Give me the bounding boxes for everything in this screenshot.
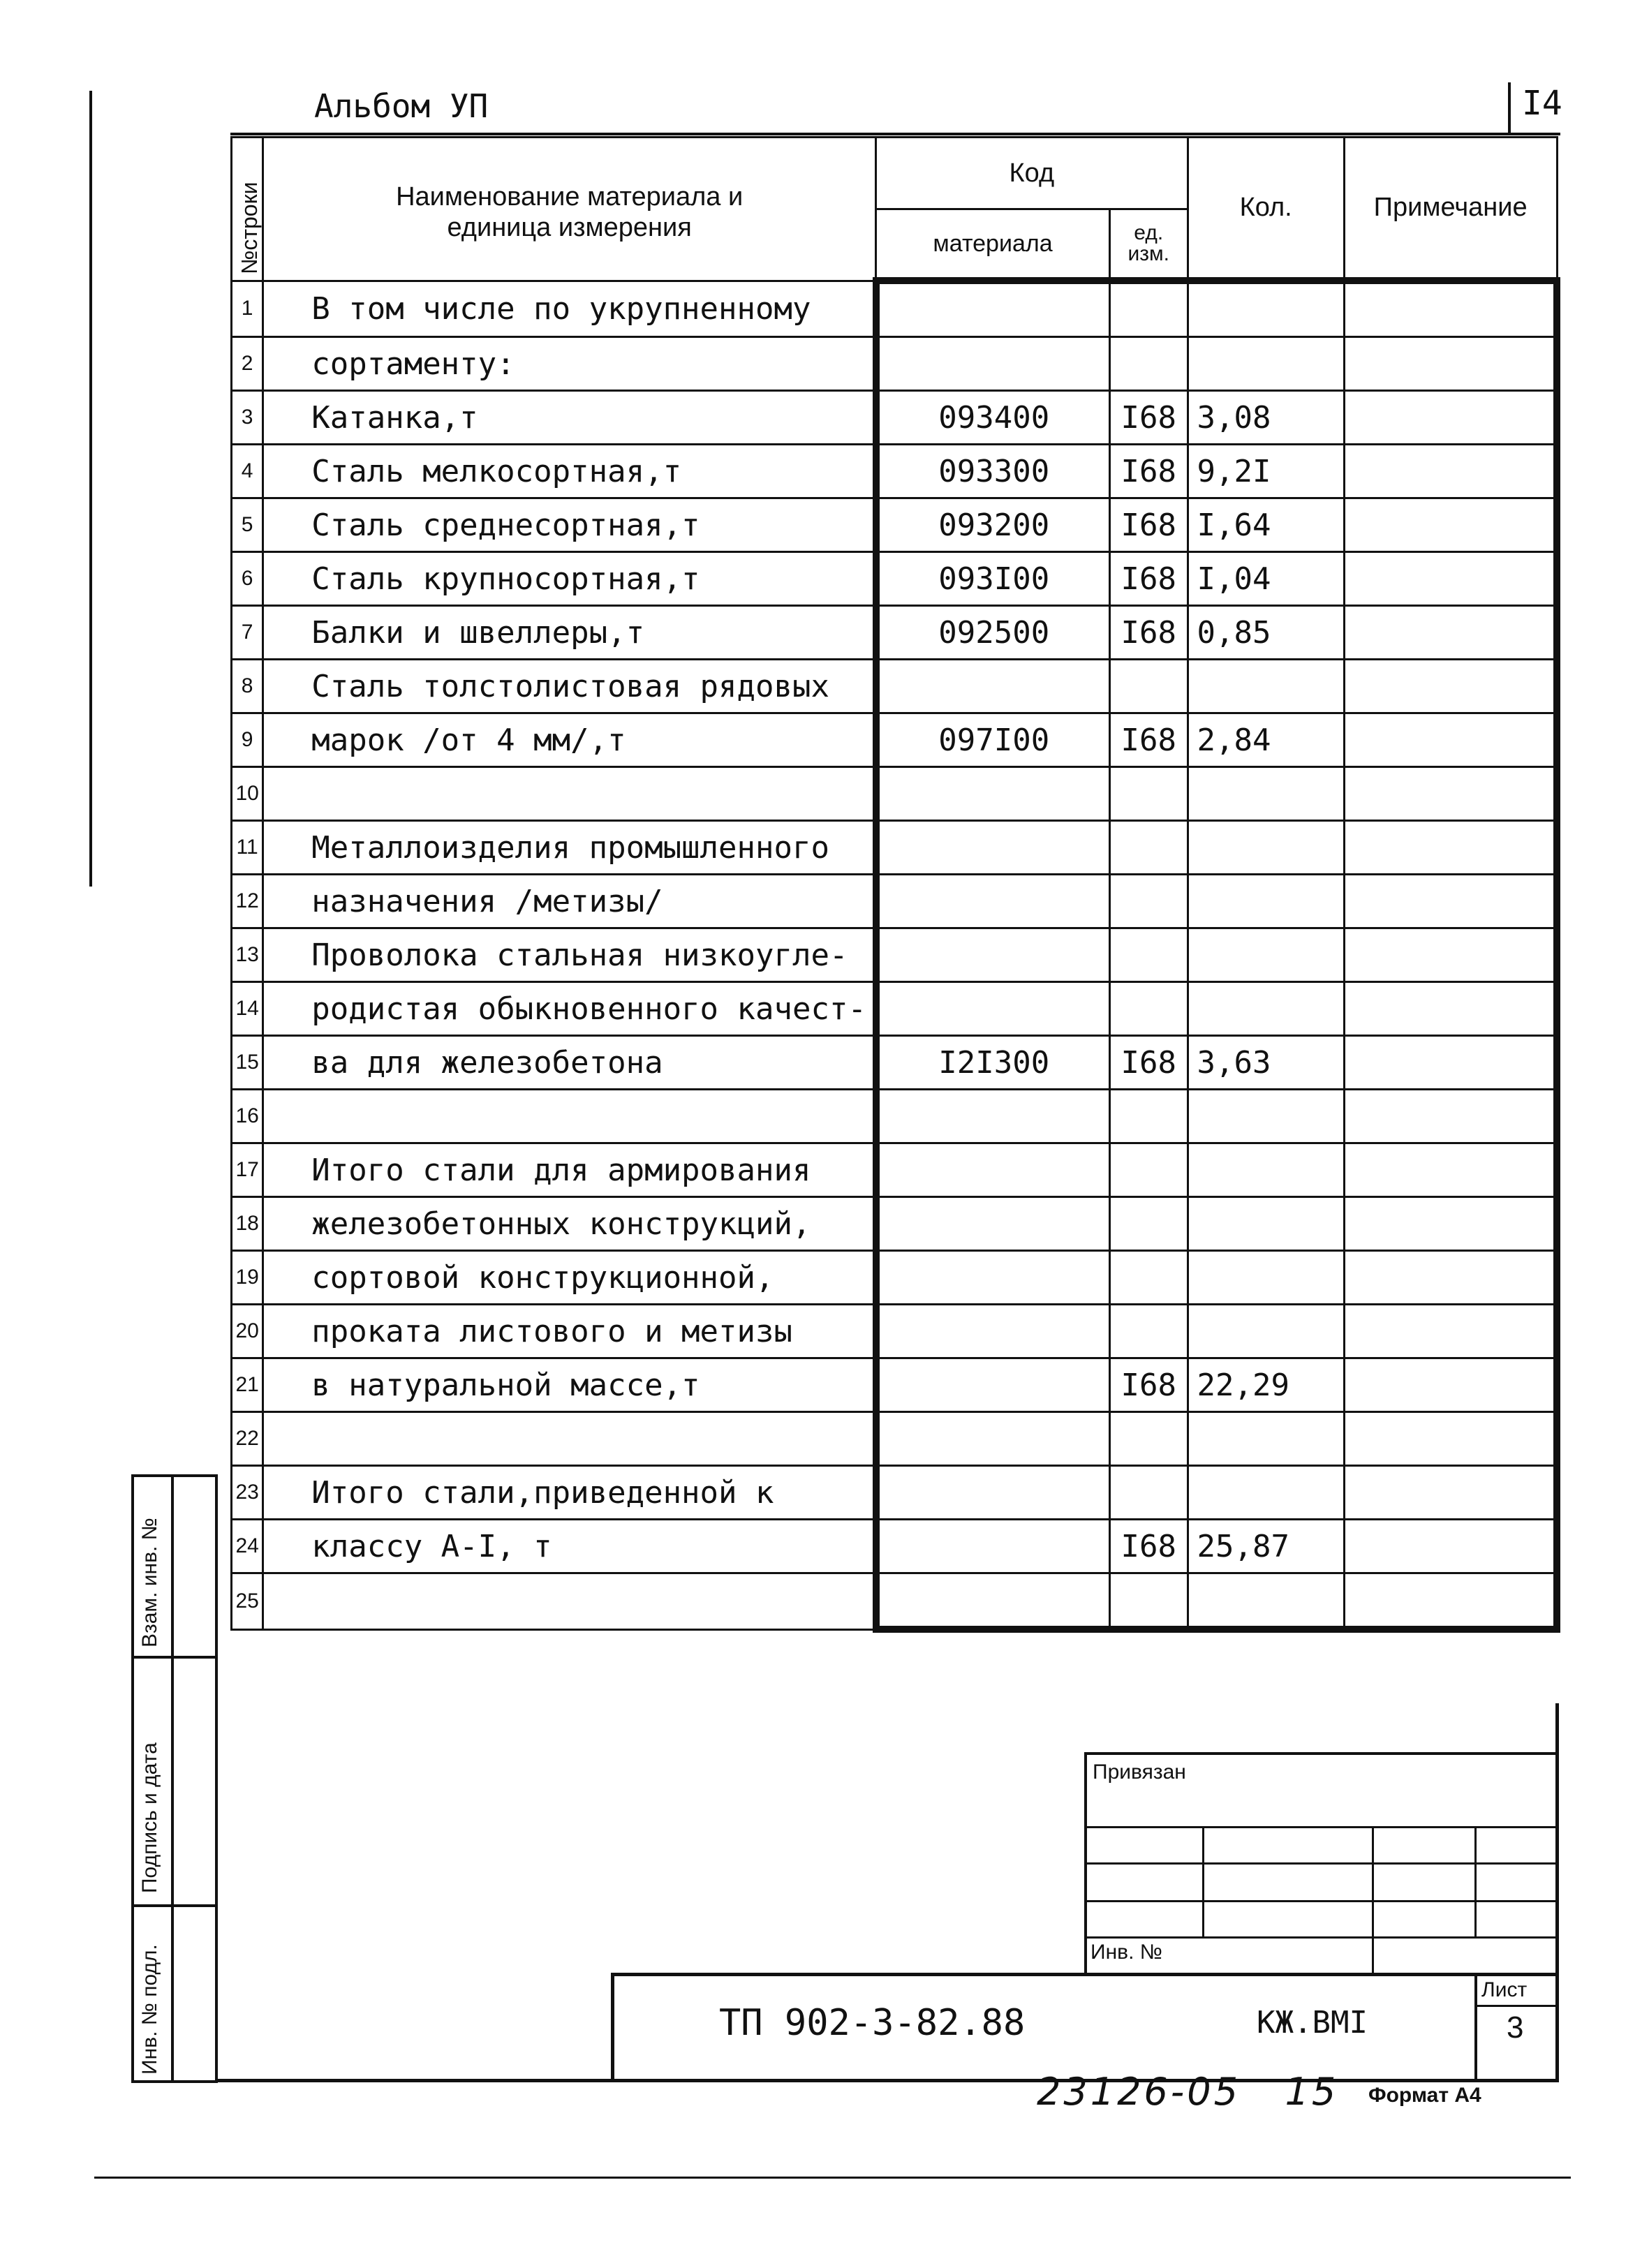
table-row	[232, 875, 1558, 928]
row-number-cell: 25	[232, 1573, 263, 1630]
note-header: Примечание	[1344, 138, 1557, 281]
table-row	[232, 1197, 1558, 1251]
quantity-cell	[1188, 1573, 1344, 1630]
stamp-line-outer	[131, 1474, 134, 2082]
material-name-cell: сортовой конструкционной,	[263, 1251, 876, 1305]
table-row	[232, 1251, 1558, 1305]
unit-code-cell: I68	[1109, 713, 1188, 767]
table-row	[232, 552, 1558, 606]
quantity-cell	[1188, 767, 1344, 821]
row-number-cell: 2	[232, 337, 263, 391]
quantity-cell	[1188, 1305, 1344, 1358]
material-code-cell	[876, 1358, 1110, 1412]
quantity-cell: I,04	[1188, 552, 1344, 606]
material-name-cell: Сталь мелкосортная,т	[263, 445, 876, 498]
material-name-cell	[263, 767, 876, 821]
material-code-cell: 093300	[876, 445, 1110, 498]
note-cell	[1344, 281, 1557, 337]
unit-code-cell	[1109, 875, 1188, 928]
quantity-cell: 22,29	[1188, 1358, 1344, 1412]
note-cell	[1344, 552, 1557, 606]
unit-code-cell	[1109, 1573, 1188, 1630]
note-cell	[1344, 767, 1557, 821]
unit-code-cell	[1109, 821, 1188, 875]
quantity-cell	[1188, 1090, 1344, 1143]
material-code-cell	[876, 1520, 1110, 1573]
tb-row-3	[1086, 1900, 1557, 1902]
header-row-1	[232, 138, 1558, 209]
sheet-number: I4	[1522, 84, 1562, 123]
code-unit-header: ед. изм.	[1109, 209, 1188, 281]
material-name-cell: сортаменту:	[263, 337, 876, 391]
quantity-cell	[1188, 821, 1344, 875]
row-number-cell: 8	[232, 660, 263, 713]
material-name-cell: в натуральной массе,т	[263, 1358, 876, 1412]
note-cell	[1344, 445, 1557, 498]
material-code-cell	[876, 1573, 1110, 1630]
stamp-div-1	[131, 1656, 218, 1659]
quantity-cell	[1188, 1466, 1344, 1520]
note-cell	[1344, 875, 1557, 928]
format-label: Формат А4	[1368, 2084, 1481, 2107]
material-code-cell	[876, 1412, 1110, 1466]
privyazan-label: Привязан	[1093, 1761, 1186, 1784]
material-name-cell: Итого стали,приведенной к	[263, 1466, 876, 1520]
note-cell	[1344, 1090, 1557, 1143]
table-row	[232, 1090, 1558, 1143]
unit-code-cell: I68	[1109, 1036, 1188, 1090]
unit-code-cell	[1109, 281, 1188, 337]
material-code-cell: I2I300	[876, 1036, 1110, 1090]
unit-code-cell	[1109, 1466, 1188, 1520]
quantity-cell	[1188, 1412, 1344, 1466]
row-number-cell: 23	[232, 1466, 263, 1520]
row-number-cell: 15	[232, 1036, 263, 1090]
row-number-cell: 14	[232, 982, 263, 1036]
material-name-cell: проката листового и метизы	[263, 1305, 876, 1358]
tb-top	[1086, 1752, 1557, 1755]
note-cell	[1344, 1143, 1557, 1197]
table-row	[232, 445, 1558, 498]
stamp-line-mid	[171, 1474, 174, 2082]
table-row	[232, 1573, 1558, 1630]
note-cell	[1344, 1520, 1557, 1573]
table-row	[232, 821, 1558, 875]
row-number-cell: 21	[232, 1358, 263, 1412]
row-number-cell: 11	[232, 821, 263, 875]
material-code-cell	[876, 875, 1110, 928]
material-name-cell: Итого стали для армирования	[263, 1143, 876, 1197]
material-code-cell	[876, 660, 1110, 713]
material-name-cell	[263, 1412, 876, 1466]
unit-code-cell: I68	[1109, 552, 1188, 606]
material-name-cell: железобетонных конструкций,	[263, 1197, 876, 1251]
row-number-header-label: №строки	[237, 181, 262, 274]
quantity-cell: 2,84	[1188, 713, 1344, 767]
material-name-cell: Проволока стальная низкоугле-	[263, 928, 876, 982]
stamp-top	[131, 1474, 218, 1477]
row-number-cell: 24	[232, 1520, 263, 1573]
tb-row-4	[1086, 1936, 1557, 1939]
unit-code-cell	[1109, 767, 1188, 821]
table-row	[232, 1305, 1558, 1358]
note-cell	[1344, 928, 1557, 982]
quantity-cell	[1188, 875, 1344, 928]
note-cell	[1344, 337, 1557, 391]
note-cell	[1344, 1573, 1557, 1630]
unit-code-cell	[1109, 660, 1188, 713]
material-code-cell	[876, 1090, 1110, 1143]
row-number-cell: 13	[232, 928, 263, 982]
note-cell	[1344, 1358, 1557, 1412]
table-row	[232, 1466, 1558, 1520]
quantity-cell	[1188, 660, 1344, 713]
material-code-cell: 093400	[876, 391, 1110, 445]
table-row	[232, 337, 1558, 391]
tb-list-mid	[1474, 2005, 1557, 2007]
material-code-cell	[876, 1197, 1110, 1251]
material-code-cell	[876, 821, 1110, 875]
row-number-cell: 19	[232, 1251, 263, 1305]
material-name-cell: В том числе по укрупненному	[263, 281, 876, 337]
row-number-cell: 4	[232, 445, 263, 498]
material-name-cell: Балки и швеллеры,т	[263, 606, 876, 660]
frame-bottom	[215, 2079, 1559, 2082]
material-name-cell: Сталь крупносортная,т	[263, 552, 876, 606]
code-group-header: Код	[876, 138, 1188, 209]
table-row	[232, 1036, 1558, 1090]
unit-code-cell	[1109, 982, 1188, 1036]
unit-code-cell: I68	[1109, 1358, 1188, 1412]
quantity-cell	[1188, 1197, 1344, 1251]
stamp-div-2	[131, 1904, 218, 1907]
table-row	[232, 1143, 1558, 1197]
table-row	[232, 1358, 1558, 1412]
note-cell	[1344, 1036, 1557, 1090]
row-number-cell: 6	[232, 552, 263, 606]
quantity-cell: 9,2I	[1188, 445, 1344, 498]
vzam-inv-label: Взам. инв. №	[138, 1518, 161, 1647]
table-row	[232, 1412, 1558, 1466]
note-cell	[1344, 1251, 1557, 1305]
tb-row-2	[1086, 1862, 1557, 1865]
quantity-cell: I,64	[1188, 498, 1344, 552]
row-number-cell: 12	[232, 875, 263, 928]
row-number-cell: 18	[232, 1197, 263, 1251]
stamp-line-inner	[215, 1474, 218, 2082]
table-row	[232, 281, 1558, 337]
row-number-cell: 22	[232, 1412, 263, 1466]
tb-col-3	[1474, 1826, 1477, 1938]
sheet-number-divider	[1508, 82, 1511, 135]
material-code-cell	[876, 1466, 1110, 1520]
material-name-cell	[263, 1573, 876, 1630]
row-number-cell: 1	[232, 281, 263, 337]
tb-list-left	[1474, 1973, 1477, 2081]
unit-code-cell	[1109, 1090, 1188, 1143]
inv-no-label: Инв. №	[1090, 1941, 1162, 1964]
material-code-cell	[876, 1305, 1110, 1358]
row-number-cell: 7	[232, 606, 263, 660]
left-margin-line	[89, 91, 92, 887]
quantity-cell	[1188, 928, 1344, 982]
table-row	[232, 982, 1558, 1036]
quantity-cell: 25,87	[1188, 1520, 1344, 1573]
material-code-cell	[876, 1251, 1110, 1305]
material-code-cell: 097I00	[876, 713, 1110, 767]
name-header: Наименование материала и единица измерения	[263, 138, 876, 281]
podpis-data-label: Подпись и дата	[138, 1742, 161, 1893]
table-row	[232, 713, 1558, 767]
frame-right	[1555, 1703, 1559, 2082]
list-label: Лист	[1481, 1978, 1528, 2001]
note-cell	[1344, 713, 1557, 767]
unit-code-cell	[1109, 1412, 1188, 1466]
quantity-cell	[1188, 1143, 1344, 1197]
material-name-cell: ва для железобетона	[263, 1036, 876, 1090]
stamp-bottom	[131, 2080, 218, 2083]
material-code-cell: 093I00	[876, 552, 1110, 606]
material-name-cell: Металлоизделия промышленного	[263, 821, 876, 875]
quantity-cell: 3,63	[1188, 1036, 1344, 1090]
table-row	[232, 767, 1558, 821]
qty-header: Кол.	[1188, 138, 1344, 281]
table-row	[232, 606, 1558, 660]
note-cell	[1344, 606, 1557, 660]
quantity-cell: 0,85	[1188, 606, 1344, 660]
list-value: 3	[1507, 2010, 1524, 2045]
code-material-header: материала	[876, 209, 1110, 281]
handwritten-number: 23126-05 15	[1037, 2070, 1339, 2114]
tb-main-left	[611, 1973, 614, 2081]
row-number-header	[232, 138, 263, 281]
unit-code-cell	[1109, 337, 1188, 391]
table-row	[232, 391, 1558, 445]
table-body	[232, 281, 1558, 1629]
note-cell	[1344, 498, 1557, 552]
material-code-cell: 092500	[876, 606, 1110, 660]
tb-row-1	[1086, 1826, 1557, 1828]
row-number-cell: 10	[232, 767, 263, 821]
row-number-cell: 3	[232, 391, 263, 445]
material-code-cell	[876, 337, 1110, 391]
material-code-cell: 093200	[876, 498, 1110, 552]
material-name-cell: назначения /метизы/	[263, 875, 876, 928]
unit-code-cell	[1109, 1143, 1188, 1197]
material-name-cell: марок /от 4 мм/,т	[263, 713, 876, 767]
material-name-cell: Катанка,т	[263, 391, 876, 445]
unit-code-cell	[1109, 1251, 1188, 1305]
row-number-cell: 5	[232, 498, 263, 552]
material-code-cell	[876, 767, 1110, 821]
bottom-rule	[94, 2177, 1571, 2179]
unit-code-cell	[1109, 1197, 1188, 1251]
quantity-cell	[1188, 1251, 1344, 1305]
unit-code-cell	[1109, 928, 1188, 982]
material-code-cell	[876, 281, 1110, 337]
album-label: Альбом УП	[314, 87, 489, 125]
material-name-cell: Сталь среднесортная,т	[263, 498, 876, 552]
unit-code-cell: I68	[1109, 1520, 1188, 1573]
material-code-cell	[876, 928, 1110, 982]
material-code-cell	[876, 1143, 1110, 1197]
row-number-cell: 9	[232, 713, 263, 767]
material-code-cell	[876, 982, 1110, 1036]
table-row	[232, 498, 1558, 552]
unit-code-cell	[1109, 1305, 1188, 1358]
header-underline	[230, 133, 1560, 135]
row-number-cell: 20	[232, 1305, 263, 1358]
unit-code-cell: I68	[1109, 498, 1188, 552]
note-cell	[1344, 1305, 1557, 1358]
note-cell	[1344, 1197, 1557, 1251]
tb-col-1	[1202, 1826, 1204, 1938]
quantity-cell	[1188, 982, 1344, 1036]
table-row	[232, 1520, 1558, 1573]
table-row	[232, 660, 1558, 713]
inv-podl-label: Инв. № подл.	[138, 1944, 161, 2075]
material-name-cell: классу А-I, т	[263, 1520, 876, 1573]
doc-code: ТП 902-3-82.88	[719, 2002, 1026, 2044]
note-cell	[1344, 1466, 1557, 1520]
note-cell	[1344, 821, 1557, 875]
note-cell	[1344, 391, 1557, 445]
doc-mark: КЖ.ВМI	[1257, 2005, 1368, 2040]
note-cell	[1344, 1412, 1557, 1466]
unit-code-cell: I68	[1109, 606, 1188, 660]
tb-col-2	[1372, 1826, 1374, 1976]
note-cell	[1344, 660, 1557, 713]
table-row	[232, 928, 1558, 982]
quantity-cell	[1188, 281, 1344, 337]
unit-code-cell: I68	[1109, 445, 1188, 498]
quantity-cell: 3,08	[1188, 391, 1344, 445]
material-name-cell: Сталь толстолистовая рядовых	[263, 660, 876, 713]
note-cell	[1344, 982, 1557, 1036]
material-name-cell: родистая обыкновенного качест-	[263, 982, 876, 1036]
material-name-cell	[263, 1090, 876, 1143]
tb-main-top	[612, 1973, 1558, 1976]
row-number-cell: 16	[232, 1090, 263, 1143]
quantity-cell	[1188, 337, 1344, 391]
materials-table	[230, 136, 1560, 1633]
unit-code-cell: I68	[1109, 391, 1188, 445]
row-number-cell: 17	[232, 1143, 263, 1197]
